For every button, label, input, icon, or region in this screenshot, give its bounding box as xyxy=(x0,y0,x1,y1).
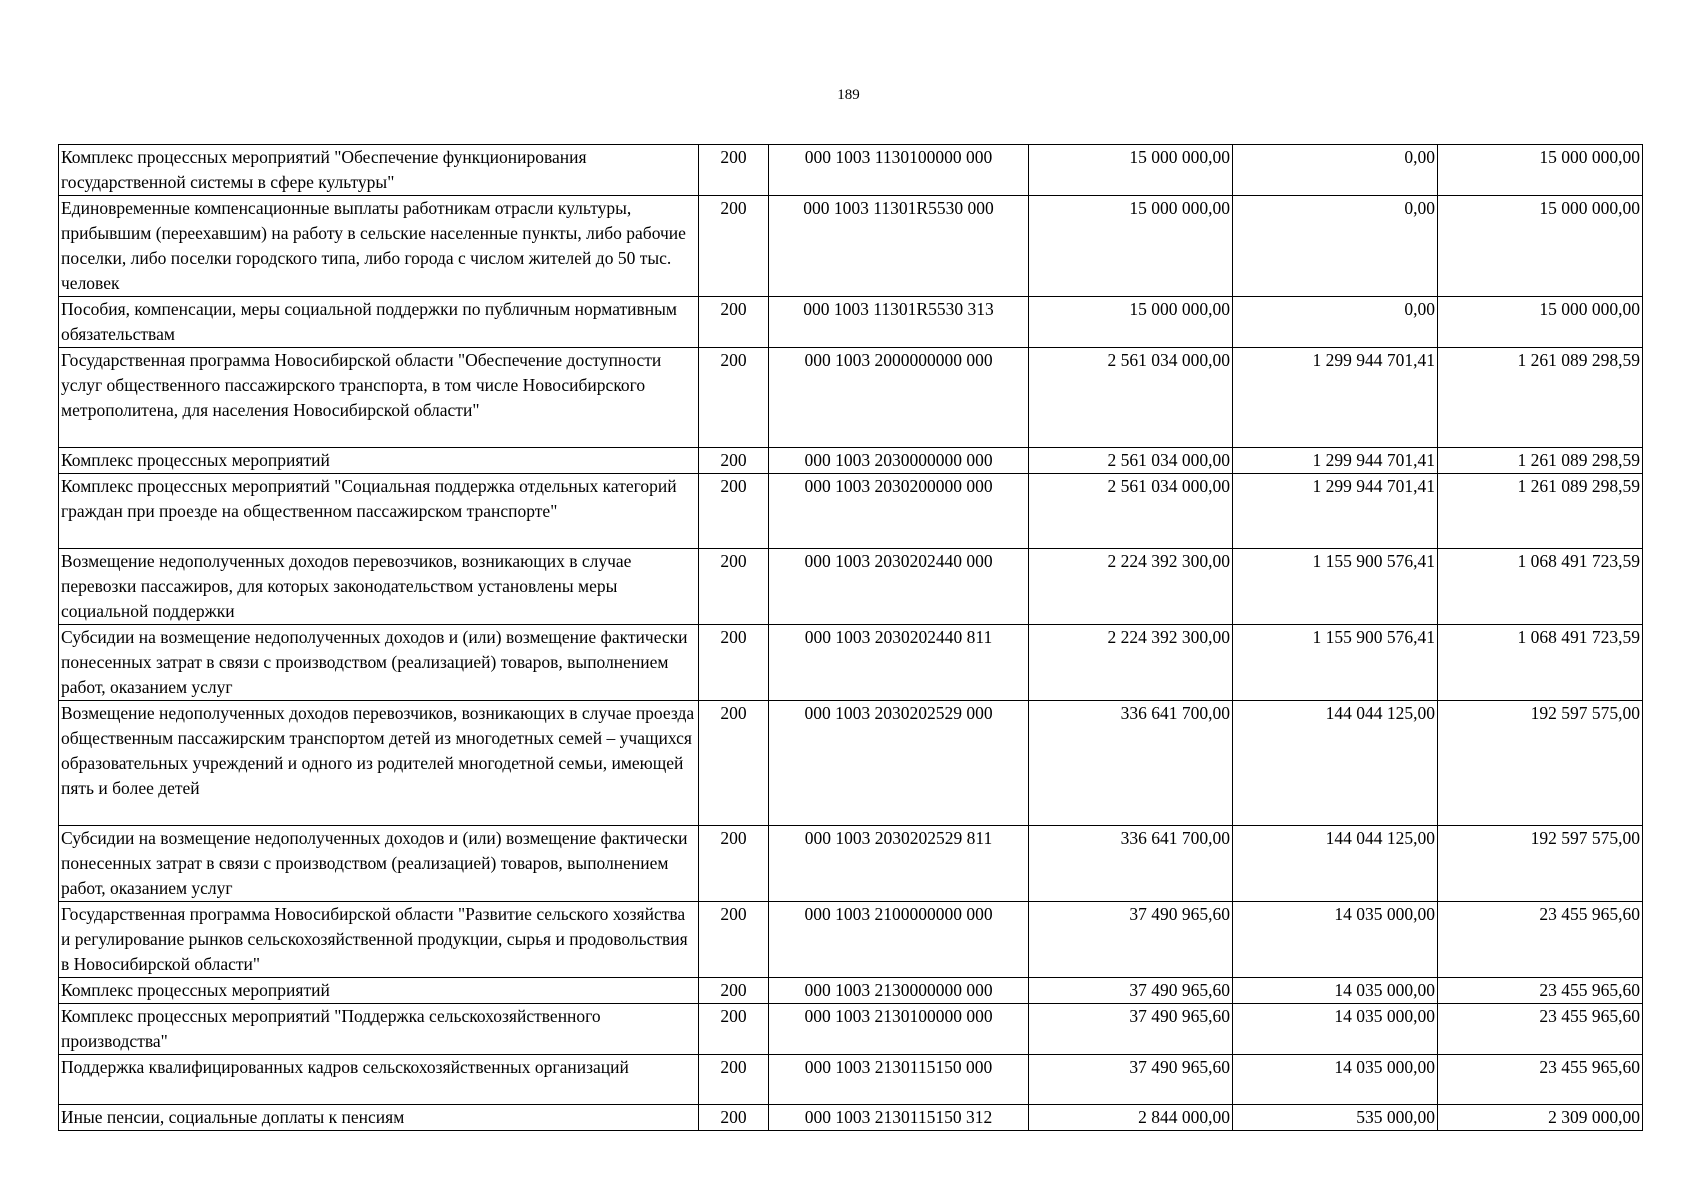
row-name-cell: Комплекс процессных мероприятий "Социальная поддержка отдельных категорий граждан при проезде на общественном пассажирском транспорте" xyxy=(59,474,699,549)
row-name-cell: Пособия, компенсации, меры социальной поддержки по публичным нормативным обязательствам xyxy=(59,297,699,348)
row-code-cell: 200 xyxy=(699,978,769,1004)
row-plan-cell: 37 490 965,60 xyxy=(1029,1004,1233,1055)
row-plan-cell: 2 224 392 300,00 xyxy=(1029,625,1233,701)
table-row xyxy=(59,348,1643,448)
row-fact-cell: 535 000,00 xyxy=(1233,1105,1438,1131)
table-row xyxy=(59,474,1643,549)
table-row xyxy=(59,448,1643,474)
row-code-cell: 200 xyxy=(699,297,769,348)
row-name-cell: Иные пенсии, социальные доплаты к пенсиям xyxy=(59,1105,699,1131)
row-plan-cell: 15 000 000,00 xyxy=(1029,145,1233,196)
row-kbk-cell: 000 1003 2130000000 000 xyxy=(769,978,1029,1004)
table-row xyxy=(59,1055,1643,1105)
row-name-cell: Субсидии на возмещение недополученных доходов и (или) возмещение фактически понесенных затрат в связи с производством (реализацией) товаров, выполнением работ, оказанием услуг xyxy=(59,625,699,701)
row-kbk-cell: 000 1003 2130115150 000 xyxy=(769,1055,1029,1105)
table-row xyxy=(59,701,1643,826)
row-code-cell: 200 xyxy=(699,448,769,474)
row-rest-cell: 15 000 000,00 xyxy=(1438,297,1643,348)
table-row xyxy=(59,978,1643,1004)
row-kbk-cell: 000 1003 2030202529 000 xyxy=(769,701,1029,826)
row-rest-cell: 23 455 965,60 xyxy=(1438,902,1643,978)
row-kbk-cell: 000 1003 2030000000 000 xyxy=(769,448,1029,474)
row-fact-cell: 14 035 000,00 xyxy=(1233,1004,1438,1055)
row-kbk-cell: 000 1003 2100000000 000 xyxy=(769,902,1029,978)
row-name-cell: Возмещение недополученных доходов перевозчиков, возникающих в случае перевозки пассажиров, для которых законодательством установлены меры социальной поддержки xyxy=(59,549,699,625)
row-code-cell: 200 xyxy=(699,625,769,701)
row-plan-cell: 336 641 700,00 xyxy=(1029,826,1233,902)
row-fact-cell: 0,00 xyxy=(1233,145,1438,196)
row-code-cell: 200 xyxy=(699,1004,769,1055)
row-kbk-cell: 000 1003 11301R5530 000 xyxy=(769,196,1029,297)
row-rest-cell: 192 597 575,00 xyxy=(1438,701,1643,826)
row-fact-cell: 14 035 000,00 xyxy=(1233,902,1438,978)
row-code-cell: 200 xyxy=(699,549,769,625)
row-name-cell: Государственная программа Новосибирской области "Обеспечение доступности услуг общественного пассажирского транспорта, в том числе Новосибирского метрополитена, для населения Новосибирской области" xyxy=(59,348,699,448)
table-row xyxy=(59,549,1643,625)
row-name-cell: Комплекс процессных мероприятий "Поддержка сельскохозяйственного производства" xyxy=(59,1004,699,1055)
table-row xyxy=(59,1004,1643,1055)
table-row xyxy=(59,1105,1643,1131)
row-plan-cell: 336 641 700,00 xyxy=(1029,701,1233,826)
row-plan-cell: 2 844 000,00 xyxy=(1029,1105,1233,1131)
row-rest-cell: 192 597 575,00 xyxy=(1438,826,1643,902)
row-kbk-cell: 000 1003 2130100000 000 xyxy=(769,1004,1029,1055)
row-fact-cell: 1 299 944 701,41 xyxy=(1233,474,1438,549)
row-kbk-cell: 000 1003 1130100000 000 xyxy=(769,145,1029,196)
row-fact-cell: 14 035 000,00 xyxy=(1233,1055,1438,1105)
row-fact-cell: 144 044 125,00 xyxy=(1233,701,1438,826)
row-plan-cell: 15 000 000,00 xyxy=(1029,297,1233,348)
row-rest-cell: 1 261 089 298,59 xyxy=(1438,474,1643,549)
row-fact-cell: 1 155 900 576,41 xyxy=(1233,549,1438,625)
row-code-cell: 200 xyxy=(699,701,769,826)
row-fact-cell: 1 299 944 701,41 xyxy=(1233,448,1438,474)
row-plan-cell: 2 561 034 000,00 xyxy=(1029,448,1233,474)
row-kbk-cell: 000 1003 11301R5530 313 xyxy=(769,297,1029,348)
page-number: 189 xyxy=(837,87,860,103)
row-kbk-cell: 000 1003 2030202529 811 xyxy=(769,826,1029,902)
row-rest-cell: 1 068 491 723,59 xyxy=(1438,625,1643,701)
row-rest-cell: 15 000 000,00 xyxy=(1438,196,1643,297)
row-fact-cell: 144 044 125,00 xyxy=(1233,826,1438,902)
row-kbk-cell: 000 1003 2000000000 000 xyxy=(769,348,1029,448)
row-name-cell: Государственная программа Новосибирской области "Развитие сельского хозяйства и регулирование рынков сельскохозяйственной продукции, сырья и продовольствия в Новосибирской области" xyxy=(59,902,699,978)
budget-table xyxy=(58,144,1643,1131)
row-plan-cell: 37 490 965,60 xyxy=(1029,902,1233,978)
row-plan-cell: 2 561 034 000,00 xyxy=(1029,348,1233,448)
row-rest-cell: 1 261 089 298,59 xyxy=(1438,348,1643,448)
row-fact-cell: 1 299 944 701,41 xyxy=(1233,348,1438,448)
table-row xyxy=(59,196,1643,297)
row-code-cell: 200 xyxy=(699,196,769,297)
row-fact-cell: 0,00 xyxy=(1233,297,1438,348)
row-kbk-cell: 000 1003 2030200000 000 xyxy=(769,474,1029,549)
row-plan-cell: 15 000 000,00 xyxy=(1029,196,1233,297)
row-plan-cell: 37 490 965,60 xyxy=(1029,1055,1233,1105)
row-rest-cell: 23 455 965,60 xyxy=(1438,1055,1643,1105)
row-rest-cell: 23 455 965,60 xyxy=(1438,1004,1643,1055)
table-row xyxy=(59,826,1643,902)
table-row xyxy=(59,145,1643,196)
row-code-cell: 200 xyxy=(699,145,769,196)
row-code-cell: 200 xyxy=(699,1105,769,1131)
table-row xyxy=(59,902,1643,978)
row-name-cell: Возмещение недополученных доходов перевозчиков, возникающих в случае проезда общественным пассажирским транспортом детей из многодетных семей – учащихся образовательных учреждений и одного из родителей многодетной семьи, имеющей пять и более детей xyxy=(59,701,699,826)
row-plan-cell: 2 561 034 000,00 xyxy=(1029,474,1233,549)
table-row xyxy=(59,625,1643,701)
row-code-cell: 200 xyxy=(699,474,769,549)
row-kbk-cell: 000 1003 2030202440 000 xyxy=(769,549,1029,625)
row-code-cell: 200 xyxy=(699,348,769,448)
row-name-cell: Комплекс процессных мероприятий xyxy=(59,448,699,474)
row-rest-cell: 2 309 000,00 xyxy=(1438,1105,1643,1131)
row-name-cell: Комплекс процессных мероприятий xyxy=(59,978,699,1004)
row-rest-cell: 15 000 000,00 xyxy=(1438,145,1643,196)
row-fact-cell: 0,00 xyxy=(1233,196,1438,297)
table-row xyxy=(59,297,1643,348)
row-code-cell: 200 xyxy=(699,902,769,978)
row-rest-cell: 1 068 491 723,59 xyxy=(1438,549,1643,625)
row-code-cell: 200 xyxy=(699,826,769,902)
row-fact-cell: 1 155 900 576,41 xyxy=(1233,625,1438,701)
row-rest-cell: 1 261 089 298,59 xyxy=(1438,448,1643,474)
row-name-cell: Единовременные компенсационные выплаты работникам отрасли культуры, прибывшим (переехавшим) на работу в сельские населенные пункты, либо рабочие поселки, либо поселки городского типа, либо города с числом жителей до 50 тыс. человек xyxy=(59,196,699,297)
row-code-cell: 200 xyxy=(699,1055,769,1105)
row-kbk-cell: 000 1003 2030202440 811 xyxy=(769,625,1029,701)
row-name-cell: Поддержка квалифицированных кадров сельскохозяйственных организаций xyxy=(59,1055,699,1105)
row-name-cell: Субсидии на возмещение недополученных доходов и (или) возмещение фактически понесенных затрат в связи с производством (реализацией) товаров, выполнением работ, оказанием услуг xyxy=(59,826,699,902)
row-name-cell: Комплекс процессных мероприятий "Обеспечение функционирования государственной системы в сфере культуры" xyxy=(59,145,699,196)
row-kbk-cell: 000 1003 2130115150 312 xyxy=(769,1105,1029,1131)
row-plan-cell: 37 490 965,60 xyxy=(1029,978,1233,1004)
row-fact-cell: 14 035 000,00 xyxy=(1233,978,1438,1004)
row-plan-cell: 2 224 392 300,00 xyxy=(1029,549,1233,625)
row-rest-cell: 23 455 965,60 xyxy=(1438,978,1643,1004)
